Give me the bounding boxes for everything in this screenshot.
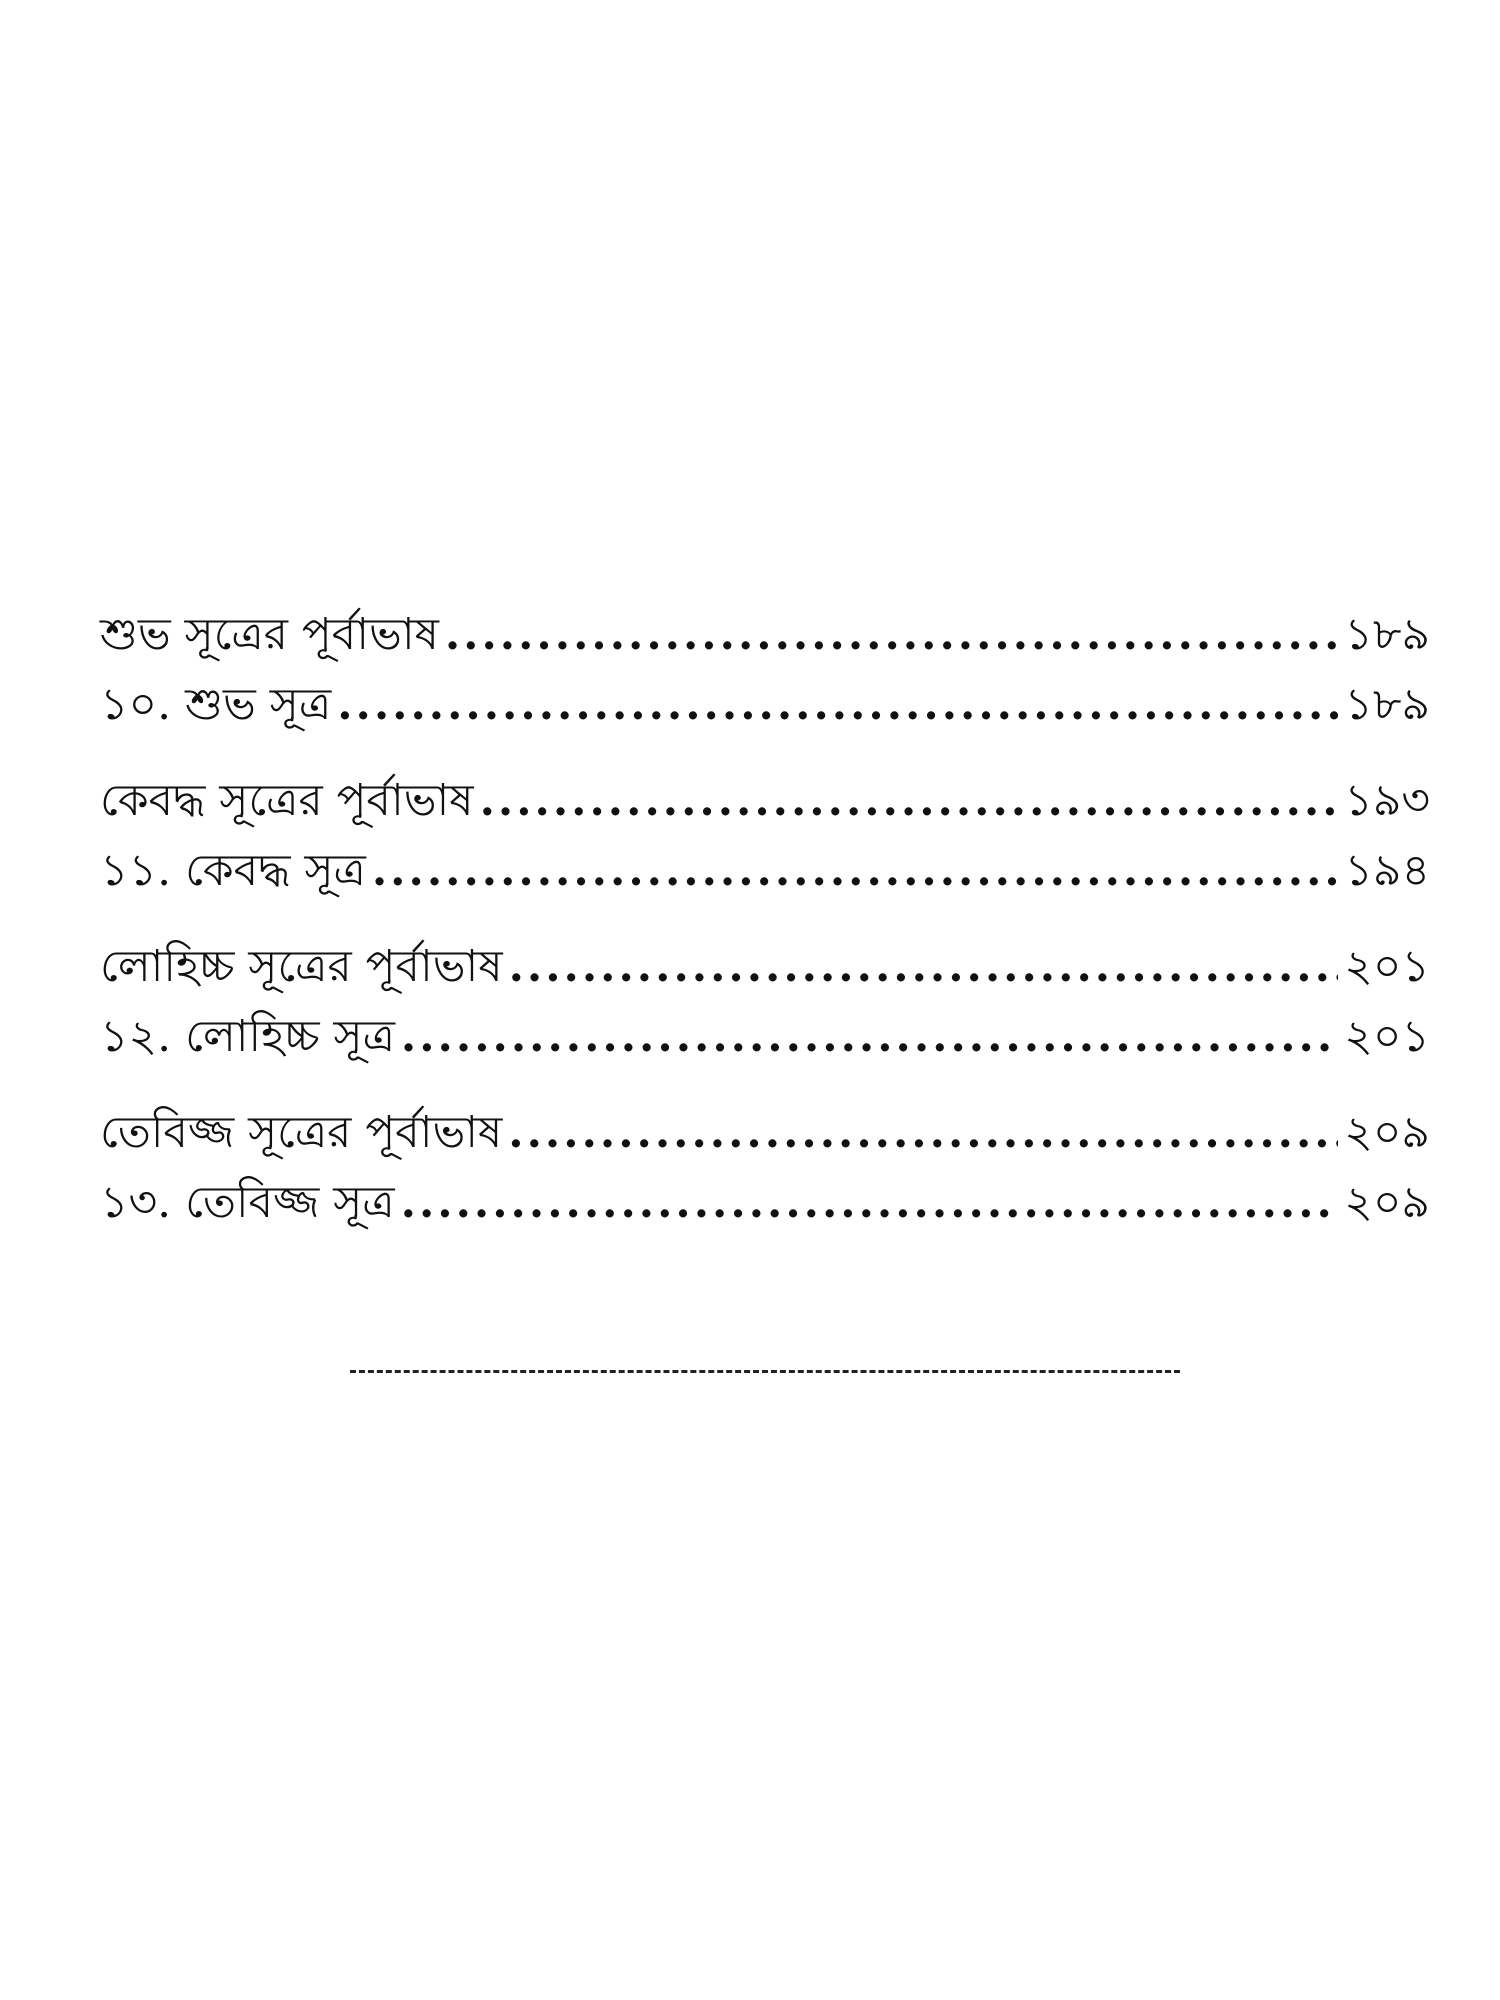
toc-entry <box>100 766 1430 836</box>
table-of-contents <box>100 600 1430 1264</box>
dot-leader <box>337 670 1338 740</box>
toc-group-shubha <box>100 600 1430 740</box>
toc-entry-page: ২০৯ <box>1344 1177 1430 1228</box>
toc-entry <box>100 670 1430 740</box>
dot-leader <box>372 836 1338 906</box>
dot-leader <box>445 600 1339 670</box>
toc-entry-page: ২০১ <box>1344 1011 1430 1062</box>
toc-entry-page: ২০১ <box>1344 941 1430 992</box>
toc-entry-page: ১৯৩ <box>1344 775 1430 826</box>
toc-entry-title: কেবদ্ধ সূত্রের পূর্বাভাষ <box>100 775 474 826</box>
dot-leader <box>508 1098 1338 1168</box>
toc-group-lohicca <box>100 932 1430 1072</box>
toc-entry-page: ১৯৪ <box>1344 845 1430 896</box>
toc-entry-title: লোহিচ্চ সূত্রের পূর্বাভাষ <box>100 941 503 992</box>
toc-entry <box>100 836 1430 906</box>
toc-entry-page: ২০৯ <box>1344 1107 1430 1158</box>
toc-entry <box>100 1168 1430 1238</box>
dot-leader <box>401 1168 1339 1238</box>
toc-entry <box>100 600 1430 670</box>
toc-entry-title: শুভ সূত্রের পূর্বাভাষ <box>100 609 439 660</box>
toc-entry <box>100 1098 1430 1168</box>
toc-group-kevaddha <box>100 766 1430 906</box>
toc-entry-title: ১৩. তেবিজ্জ সূত্র <box>100 1177 395 1228</box>
toc-entry-page: ১৮৯ <box>1344 609 1430 660</box>
toc-entry-title: ১১. কেবদ্ধ সূত্র <box>100 845 366 896</box>
toc-entry-title: ১২. লোহিচ্চ সূত্র <box>100 1011 395 1062</box>
dot-leader <box>509 932 1339 1002</box>
toc-entry <box>100 1002 1430 1072</box>
toc-entry-page: ১৮৯ <box>1344 679 1430 730</box>
toc-entry-title: তেবিজ্জ সূত্রের পূর্বাভাষ <box>100 1107 503 1158</box>
dot-leader <box>401 1002 1338 1072</box>
section-divider <box>350 1370 1180 1373</box>
dot-leader <box>480 766 1339 836</box>
toc-group-tevijja <box>100 1098 1430 1238</box>
toc-entry-title: ১০. শুভ সূত্র <box>100 679 332 730</box>
toc-entry <box>100 932 1430 1002</box>
